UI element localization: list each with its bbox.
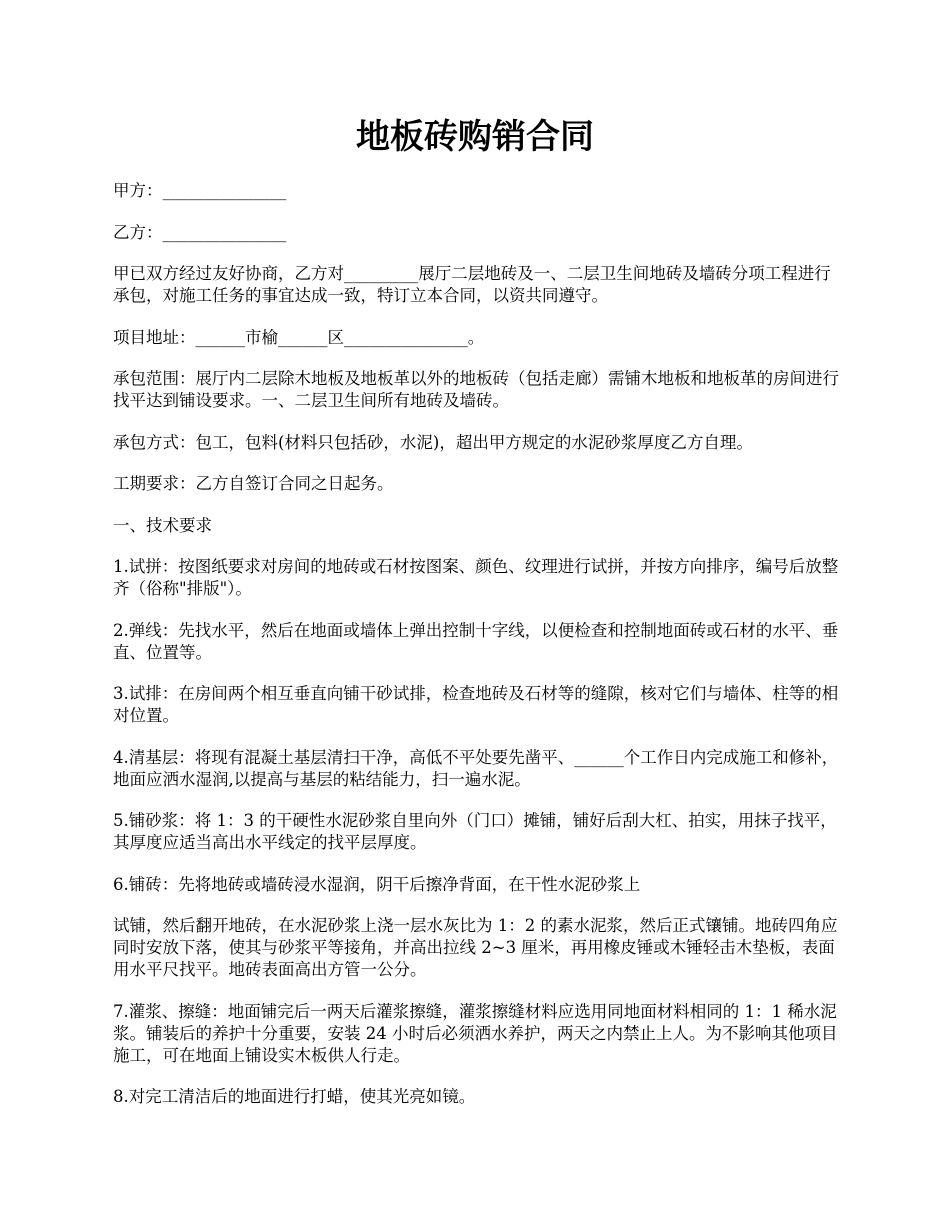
clause-3-trial-arrangement: 3.试排：在房间两个相互垂直向铺干砂试排，检查地砖及石材等的缝隙，核对它们与墙体、柱等的相对位置。 (113, 684, 839, 725)
clause-4-clean-base: 4.清基层：将现有混凝土基层清扫干净，高低不平处要先凿平、______个工作日内完成施工和修补，地面应洒水湿润,以提高与基层的粘结能力，扫一遍水泥。 (113, 747, 839, 789)
clause-2-snap-line: 2.弹线：先找水平，然后在地面或墙体上弹出控制十字线，以便检查和控制地面砖或石材的水平、垂直、位置等。 (113, 620, 839, 662)
clause-8-waxing: 8.对完工清洁后的地面进行打蜡，使其光亮如镜。 (113, 1087, 476, 1106)
clause-7-grouting: 7.灌浆、擦缝：地面铺完后一两天后灌浆擦缝，灌浆擦缝材料应选用同地面材料相同的 1：1 稀水泥浆。铺装后的养护十分重要，安装 24 小时后必须洒水养护，两天之内禁止上人。为不影响其他项目施工，可在地面上铺设实木板供人行走。 (113, 1001, 838, 1065)
clause-6-tiling-continued: 试铺，然后翻开地砖，在水泥砂浆上浇一层水灰比为 1：2 的素水泥浆，然后正式镶铺。地砖四角应同时安放下落，使其与砂浆平等接角，并高出拉线 2~3 厘米，再用橡皮锤或木锤轻击木垫板，表面用水平尺找平。地砖表面高出方管一公分。 (113, 916, 838, 979)
schedule-requirement: 工期要求：乙方自签订合同之日起务。 (113, 474, 394, 493)
intro-paragraph: 甲已双方经过友好协商，乙方对_________展厅二层地砖及一、二层卫生间地砖及墙砖分项工程进行承包，对施工任务的事宜达成一致，特订立本合同，以资共同遵守。 (113, 264, 831, 305)
project-address: 项目地址：______市榆______区_______________。 (113, 327, 485, 347)
party-b-line: 乙方：_______________ (113, 222, 287, 242)
contract-method: 承包方式：包工，包料(材料只包括砂，水泥)，超出甲方规定的水泥砂浆厚度乙方自理。 (113, 432, 753, 452)
party-a-line: 甲方：_______________ (113, 181, 287, 200)
clause-5-mortar: 5.铺砂浆：将 1：3 的干硬性水泥砂浆自里向外（门口）摊铺，铺好后刮大杠、拍实，用抹子找平，其厚度应适当高出水平线定的找平层厚度。 (113, 811, 837, 852)
document-body (113, 180, 843, 1128)
contract-scope: 承包范围：展厅内二层除木地板及地板革以外的地板砖（包括走廊）需铺木地板和地板革的房间进行找平达到铺设要求。一、二层卫生间所有地砖及墙砖。 (113, 369, 839, 410)
section-heading-technical: 一、技术要求 (113, 515, 212, 535)
document-title: 地板砖购销合同 (356, 117, 594, 157)
clause-6-tiling: 6.铺砖：先将地砖或墙砖浸水湿润，阴干后擦净背面，在干性水泥砂浆上 (113, 874, 641, 894)
clause-1-trial-layout: 1.试拼：按图纸要求对房间的地砖或石材按图案、颜色、纹理进行试拼，并按方向排序，编号后放整齐（俗称"排版"）。 (113, 557, 839, 598)
